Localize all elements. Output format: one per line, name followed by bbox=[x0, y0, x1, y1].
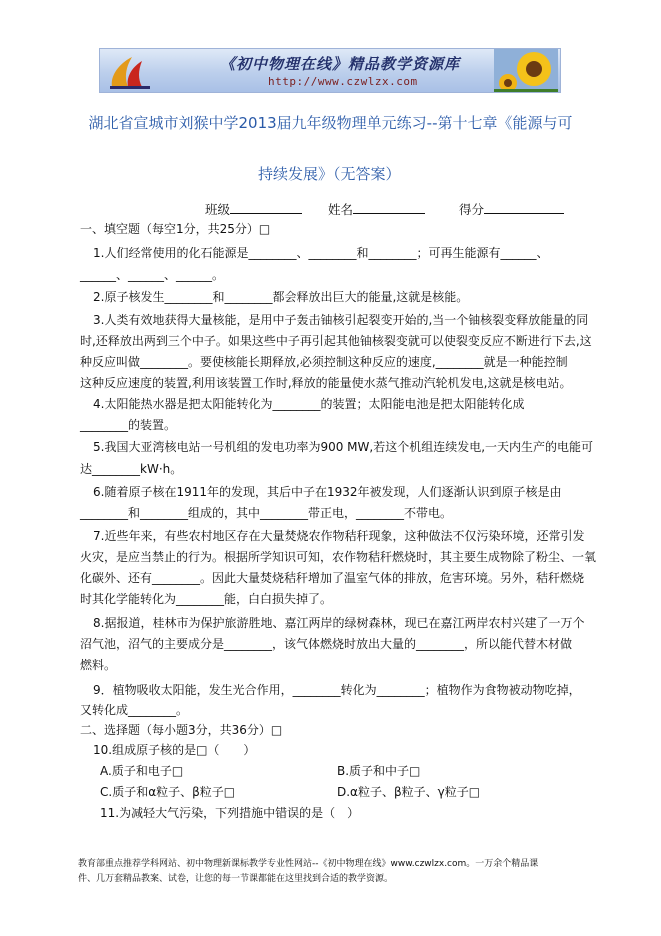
document-title-line1: 湖北省宣城市刘猴中学2013届九年级物理单元练习--第十七章《能源与可 bbox=[88, 114, 573, 132]
document-title-line2: 持续发展》（无答案） bbox=[258, 165, 401, 183]
question-line: ______、______、______。 bbox=[80, 268, 225, 282]
header-banner bbox=[99, 48, 561, 93]
page-footer bbox=[78, 857, 598, 887]
option-c: C.质子和α粒子、β粒子□ bbox=[100, 785, 236, 799]
question-line: 时其化学能转化为________能，白白损失掉了。 bbox=[80, 592, 333, 606]
question-line: 火灾，是应当禁止的行为。根据所学知识可知，农作物秸秆燃烧时，其主要生成物除了粉尘、一氧 bbox=[80, 550, 597, 564]
question-line: 3.人类有效地获得大量核能，是用中子轰击铀核引起裂变开始的,当一个铀核裂变释放能量的同 bbox=[93, 313, 589, 327]
option-a: A.质子和电子□ bbox=[100, 764, 184, 778]
question-line: 5.我国大亚湾核电站一号机组的发电功率为900 MW,若这个机组连续发电,一天内生产的电能可 bbox=[93, 440, 594, 454]
section-heading-choice: 二、选择题（每小题3分，共36分）□ bbox=[80, 723, 283, 737]
option-d: D.α粒子、β粒子、γ粒子□ bbox=[337, 785, 481, 799]
question-line: 4.太阳能热水器是把太阳能转化为________的装置；太阳能电池是把太阳能转化成 bbox=[93, 397, 525, 411]
site-logo-icon bbox=[106, 53, 156, 90]
question-line: ________和________组成的，其中________带正电，________不带电。 bbox=[80, 506, 453, 520]
question-line: 11.为减轻大气污染，下列措施中错误的是（ ） bbox=[100, 806, 360, 820]
question-line: ________的装置。 bbox=[80, 418, 177, 432]
question-line: 沼气池，沼气的主要成分是________，该气体燃烧时放出大量的________，所以能代替木材做 bbox=[80, 637, 573, 651]
name-label: 姓名 bbox=[327, 202, 353, 217]
class-label: 班级 bbox=[205, 202, 231, 217]
question-line: 8.据报道，桂林市为保护旅游胜地、嘉江两岸的绿树森林，现已在嘉江两岸农村兴建了一万个 bbox=[93, 616, 585, 630]
question-line: 10.组成原子核的是□（ ） bbox=[93, 743, 256, 757]
question-line: 9．植物吸收太阳能，发生光合作用，________转化为________；植物作为食物被动物吃掉， bbox=[93, 683, 581, 697]
footer-line2: 件、几万套精品教案、试卷，让您的每一节课都能在这里找到合适的教学资源。 bbox=[78, 874, 394, 884]
question-line: 又转化成________。 bbox=[80, 703, 189, 717]
question-line: 时,还释放出两到三个中子。如果这些中子再引起其他铀核裂变就可以使裂变反应不断进行下去,这 bbox=[80, 334, 592, 348]
score-blank bbox=[484, 201, 564, 214]
question-line: 这种反应速度的装置,利用该装置工作时,释放的能量使水蒸气推动汽轮机发电,这就是核电站。 bbox=[80, 376, 572, 390]
option-b: B.质子和中子□ bbox=[337, 764, 421, 778]
name-blank bbox=[353, 201, 425, 214]
student-info-row bbox=[205, 200, 564, 218]
score-label: 得分 bbox=[458, 202, 484, 217]
banner-url: http://www.czwlzx.com bbox=[268, 75, 418, 88]
sunflower-icon bbox=[494, 49, 558, 93]
question-line: 6.随着原子核在1911年的发现，其后中子在1932年被发现，人们逐渐认识到原子核是由 bbox=[93, 485, 562, 499]
question-line: 化碳外、还有________。因此大量焚烧秸秆增加了温室气体的排放，危害环境。另外，秸秆燃烧 bbox=[80, 571, 585, 585]
footer-line1: 教育部重点推荐学科网站、初中物理新课标教学专业性网站--《初中物理在线》www.czwlzx.com。一万余个精品课 bbox=[78, 859, 539, 869]
question-line: 燃料。 bbox=[80, 658, 117, 672]
section-heading-fill: 一、填空题（每空1分，共25分）□ bbox=[80, 222, 271, 236]
question-line: 7.近些年来，有些农村地区存在大量焚烧农作物秸秆现象，这种做法不仅污染环境，还常引发 bbox=[93, 529, 585, 543]
question-line: 2.原子核发生________和________都会释放出巨大的能量,这就是核能。 bbox=[93, 290, 469, 304]
class-blank bbox=[230, 201, 302, 214]
question-line: 1.人们经常使用的化石能源是________、________和________；可再生能源有______、 bbox=[93, 246, 549, 260]
question-line: 种反应叫做________。要使核能长期释放,必须控制这种反应的速度,________就是一种能控制 bbox=[80, 355, 568, 369]
question-line: 达________kW·h。 bbox=[80, 462, 183, 476]
banner-title: 《初中物理在线》精品教学资源库 bbox=[220, 55, 461, 73]
